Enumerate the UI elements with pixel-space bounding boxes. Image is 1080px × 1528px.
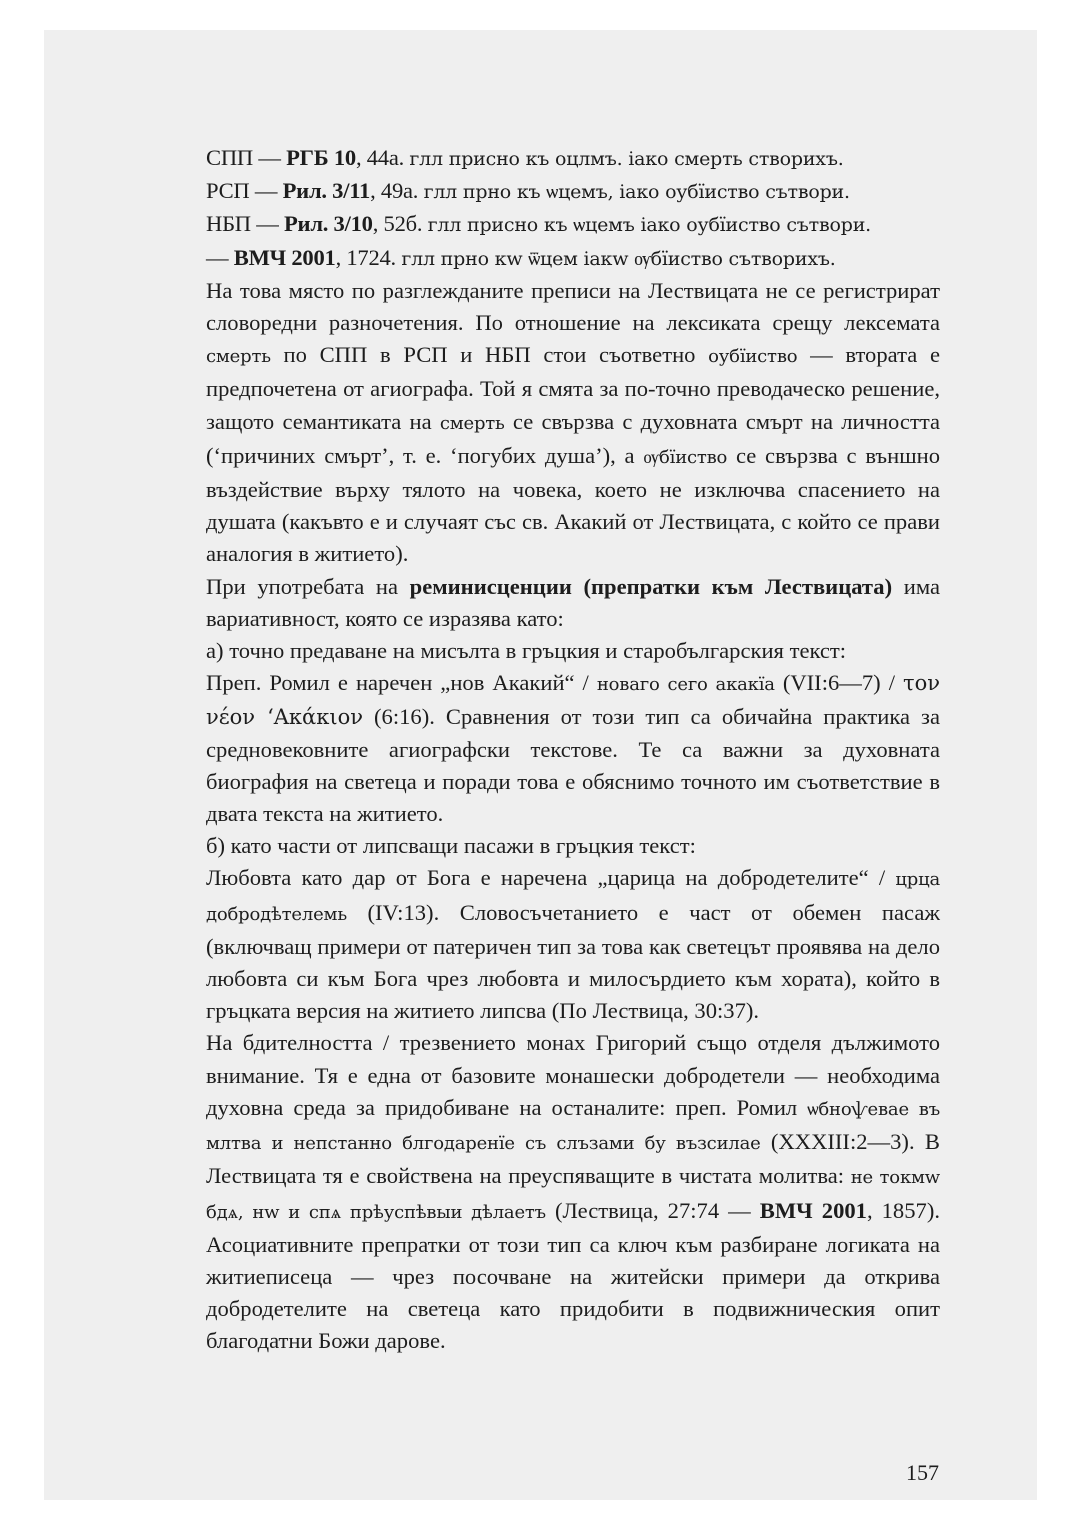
text-run: (6:16). Сравнения от този тип са обичайна практика за средновековните агиографски текстове. Те са важни за духовната биография на светеца и поради това е обяснимо точното им съответствие в двата текста на житието. (206, 704, 940, 827)
text-run: — втората е предпочетена от агиографа. Той я смята за по-точно преводаческо решение, защото семантиката на (206, 342, 940, 434)
church-slavonic-word: смерть (439, 412, 505, 434)
quote-line-vmch (206, 242, 940, 275)
text-run: (Лествица, 27:74 — (545, 1197, 760, 1223)
greek-phrase: τον νέον ‘Ακάκιον (206, 671, 940, 730)
text-run: (XXXIII:2—3). В Лествицата тя е свойствена на преуспяващите в чистата молитва: (206, 1129, 940, 1189)
quote-church-slavonic: глл присно къ ѡцемъ іако оубїиство сътвори. (427, 214, 871, 237)
church-slavonic-phrase: новаго сего акакїа (596, 674, 775, 696)
text-run: по СПП в РСП и НБП стои съответно (270, 342, 709, 368)
quote-church-slavonic: глл прно къ ѡцемъ, іако оубїиство сътвори. (423, 181, 850, 204)
church-slavonic-phrase: ѡбноѱевае въ млтва и непстанно блгодаренїе съ слъзами бу възсилае (206, 1098, 940, 1155)
quote-folio: , 44а. (355, 145, 410, 170)
quote-folio: , 49а. (370, 178, 424, 204)
paragraph-lexis (206, 275, 940, 571)
paragraph-love (206, 862, 940, 1027)
church-slavonic-word: ѹбїиство (643, 446, 728, 468)
quote-line-spp (206, 142, 940, 175)
text-run: На бдителността / трезвението монах Григорий също отделя дължимото внимание. Тя е една от базовите монашески добродетели — необходима духовна среда за придобиване на останалите: преп. Ромил (206, 1030, 940, 1120)
quote-church-slavonic: глл прно кw ѿцем іакw ѹбїиство сътворихъ. (401, 247, 836, 270)
paragraph-reminiscences (206, 571, 940, 635)
paragraph-vigilance (206, 1027, 940, 1357)
quote-abbr: НБП — (206, 211, 284, 237)
page-number: 157 (906, 1460, 939, 1485)
text-run: При употребата на (206, 573, 410, 599)
text-run: Преп. Ромил е наречен „нов Акакий“ / (206, 670, 597, 696)
church-slavonic-phrase: не токмw бдѧ, нw и спѧ прѣуспѣвыи дѣлаетъ (206, 1167, 941, 1223)
paragraph-akakiy (206, 667, 940, 830)
quote-church-slavonic: глл присно къ оцлмъ. іако смерть створихъ. (409, 148, 844, 170)
quote-abbr: — (206, 244, 234, 270)
page-text (206, 142, 940, 1358)
text-run: (IV:13). Словосъчетанието е част от обемен пасаж (включващ примери от патеричен тип за това как светецът проявява на дело любовта си към Бога чрез любовта и милосърдието към хората), който в гръцката версия на житието липсва (По Лествица, 30:37). (206, 899, 940, 1024)
text-run: б) като части от липсващи пасажи в гръцкия текст: (206, 833, 696, 859)
quote-manuscript: Рил. 3/10 (284, 211, 373, 237)
quote-folio: , 1724. (335, 244, 402, 270)
text-run: се свързва с външно въздействие върху тялото на човека, което не изключва спасението на душата (какъвто е и случаят със св. Акакий от Лествицата, с който се прави аналогия в житието). (206, 442, 940, 567)
text-run: (VII:6—7) / (774, 670, 903, 696)
text-run: има вариативност, която се изразява като: (206, 573, 941, 631)
text-run: Любовта като дар от Бога е наречена „царица на добродетелите“ / (206, 865, 896, 891)
quote-manuscript: ВМЧ 2001 (233, 244, 336, 270)
quote-abbr: РСП — (206, 178, 283, 204)
bold-term: реминисценции (препратки към Лествицата) (409, 573, 893, 599)
quote-manuscript: Рил. 3/11 (282, 178, 371, 204)
text-run: а) точно предаване на мисълта в гръцкия и старобългарския текст: (206, 638, 847, 664)
quote-line-rsp (206, 175, 940, 208)
church-slavonic-phrase: црца добродѣтелемь (206, 869, 940, 925)
bold-term: ВМЧ 2001 (759, 1197, 867, 1223)
quote-line-nbp (206, 208, 940, 241)
text-run: , 1857). Асоциативните препратки от този тип са ключ към разбиране логиката на житиеписеца — чрез посочване на житейски примери да открива добродетелите на светеца като придобити в подвижническия опит благодатни Божи дарове. (206, 1197, 940, 1354)
quote-abbr: СПП — (206, 145, 287, 170)
paragraph-item-a (206, 635, 940, 667)
church-slavonic-word: оубїиство (708, 346, 798, 368)
text-run: се свързва с духовната смърт на личността (‘причиних смърт’, т. е. ‘погубих душа’), а (206, 408, 940, 468)
church-slavonic-word: смерть (206, 346, 271, 368)
quote-folio: , 52б. (372, 211, 428, 237)
paragraph-item-b (206, 830, 940, 862)
text-run: На това място по разглежданите преписи на Лествицата не се регистрират словоредни разночетения. По отношение на лексиката срещу лексемата (206, 277, 940, 336)
quote-manuscript: РГБ 10 (286, 145, 356, 170)
